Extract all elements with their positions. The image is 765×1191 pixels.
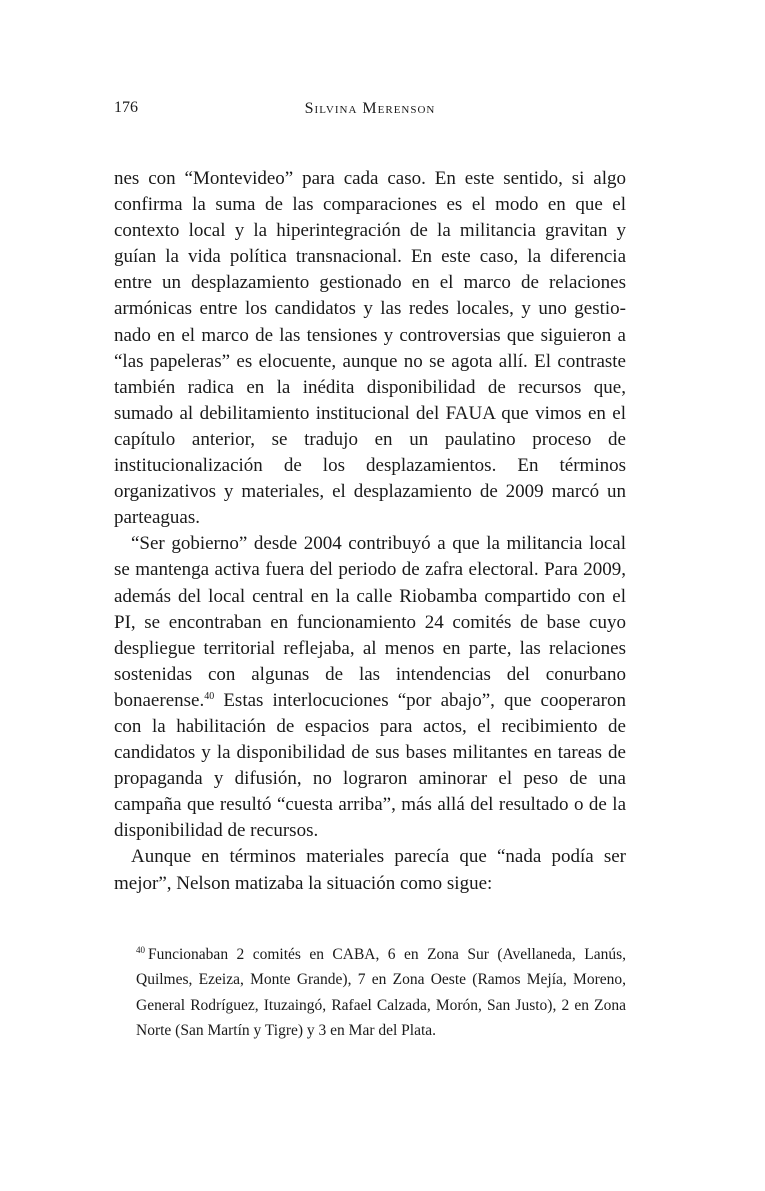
paragraph-text: “Ser gobierno” desde 2004 contribuyó a que la militancia local se mantenga activa fuera del periodo de zafra electoral. Para 2009, además del local central en la calle Riobamba compartido con el PI, se encontraban en funcionamiento 24 comités de base cuyo despliegue territorial reflejaba, al menos en parte, las relaciones sostenidas con algunas de las intendencias del conurbano bonaerense. [114,533,626,711]
footnotes [136,942,626,1044]
paragraph: nes con “Montevideo” para cada caso. En este sentido, si algo confirma la suma de las comparaciones es el modo en que el contexto local y la hiperintegración de la militancia gravitan y guían la vida política transnacional. En este caso, la diferencia entre un desplazamiento gestionado en el marco de relaciones armónicas entre los candidatos y las redes locales, y uno gestionado en el marco de las tensiones y controversias que siguieron a “las papeleras” es elocuente, aunque no se agota allí. El contraste también radica en la inédita disponibilidad de recursos que, sumado al debilitamiento institucional del FAUA que vimos en el capítulo anterior, se tradujo en un paulatino proceso de institucionalización de los desplazamientos. En términos organizativos y materiales, el desplazamiento de 2009 marcó un parteaguas. [114,168,626,529]
page-number: 176 [114,99,138,116]
paragraph: Aunque en términos materiales parecía que “nada podía ser mejor”, Nelson matizaba la situación como sigue: [114,846,626,894]
paragraph [114,531,626,844]
paragraph-text: Estas interlocuciones “por abajo”, que cooperaron con la habilitación de espacios para actos, el recibimiento de candidatos y la disponibilidad de sus bases militantes en tareas de propaganda y difusión, no lograron aminorar el peso de una campaña que resultó “cuesta arriba”, más allá del resultado o de la disponibilidad de recursos. [114,689,626,842]
footnote-reference: 40 [204,690,215,702]
footnote-text: Funcionaban 2 comités en CABA, 6 en Zona Sur (Avellaneda, Lanús, Quilmes, Ezeiza, Monte Grande), 7 en Zona Oeste (Ramos Mejía, Moreno, General Rodríguez, Ituzaingó, Rafael Calzada, Morón, San Justo), 2 en Zona Norte (San Martín y Tigre) y 3 en Mar del Plata. [136,946,626,1040]
footnote-number: 40 [136,945,145,955]
body-text [114,166,626,897]
footnote [136,942,626,1044]
running-title: Silvina Merenson [304,100,436,117]
running-head [114,99,626,121]
